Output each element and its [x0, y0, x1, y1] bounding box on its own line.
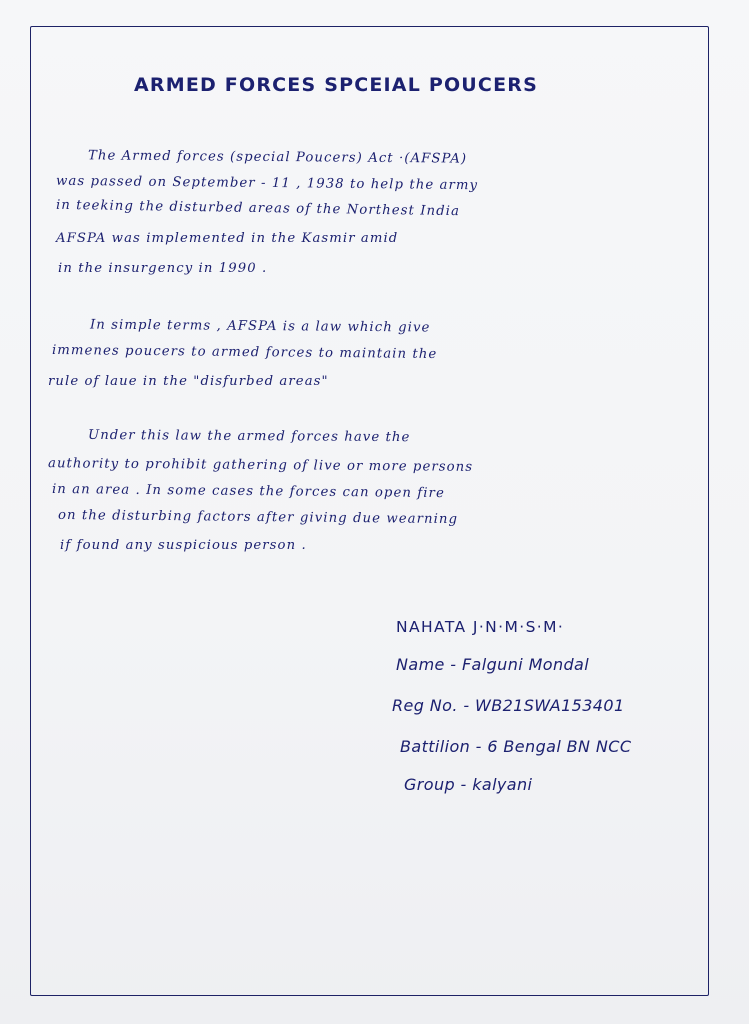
para2-line3: rule of laue in the "disfurbed areas": [48, 374, 329, 389]
para3-line3: in an area . In some cases the forces can open fire: [51, 481, 445, 502]
para3-line5: if found any suspicious person .: [60, 538, 307, 553]
document-title: ARMED FORCES SPCEIAL POUCERS: [134, 74, 538, 96]
signature-line-1: NAHATA J·N·M·S·M·: [396, 618, 565, 636]
para1-line4: AFSPA was implemented in the Kasmir amid: [56, 231, 399, 246]
para3-line1: Under this law the armed forces have the: [87, 427, 411, 446]
signature-name: Name - Falguni Mondal: [396, 655, 590, 674]
para2-line2: immenes poucers to armed forces to maintain the: [51, 342, 438, 363]
signature-battalion: Battilion - 6 Bengal BN NCC: [400, 737, 632, 756]
para2-line1: In simple terms , AFSPA is a law which give: [89, 317, 431, 336]
para3-line4: on the disturbing factors after giving due wearning: [57, 507, 459, 528]
signature-group: Group - kalyani: [404, 775, 533, 794]
para1-line5: in the insurgency in 1990 .: [58, 261, 268, 276]
para1-line1: The Armed forces (special Poucers) Act ·(AFSPA): [87, 148, 468, 167]
para1-line2: was passed on September - 11 , 1938 to help the army: [55, 173, 479, 194]
para3-line2: authority to prohibit gathering of live or more persons: [47, 456, 474, 475]
signature-reg-no: Reg No. - WB21SWA153401: [392, 696, 625, 715]
para1-line3: in teeking the disturbed areas of the Northest India: [55, 197, 461, 220]
